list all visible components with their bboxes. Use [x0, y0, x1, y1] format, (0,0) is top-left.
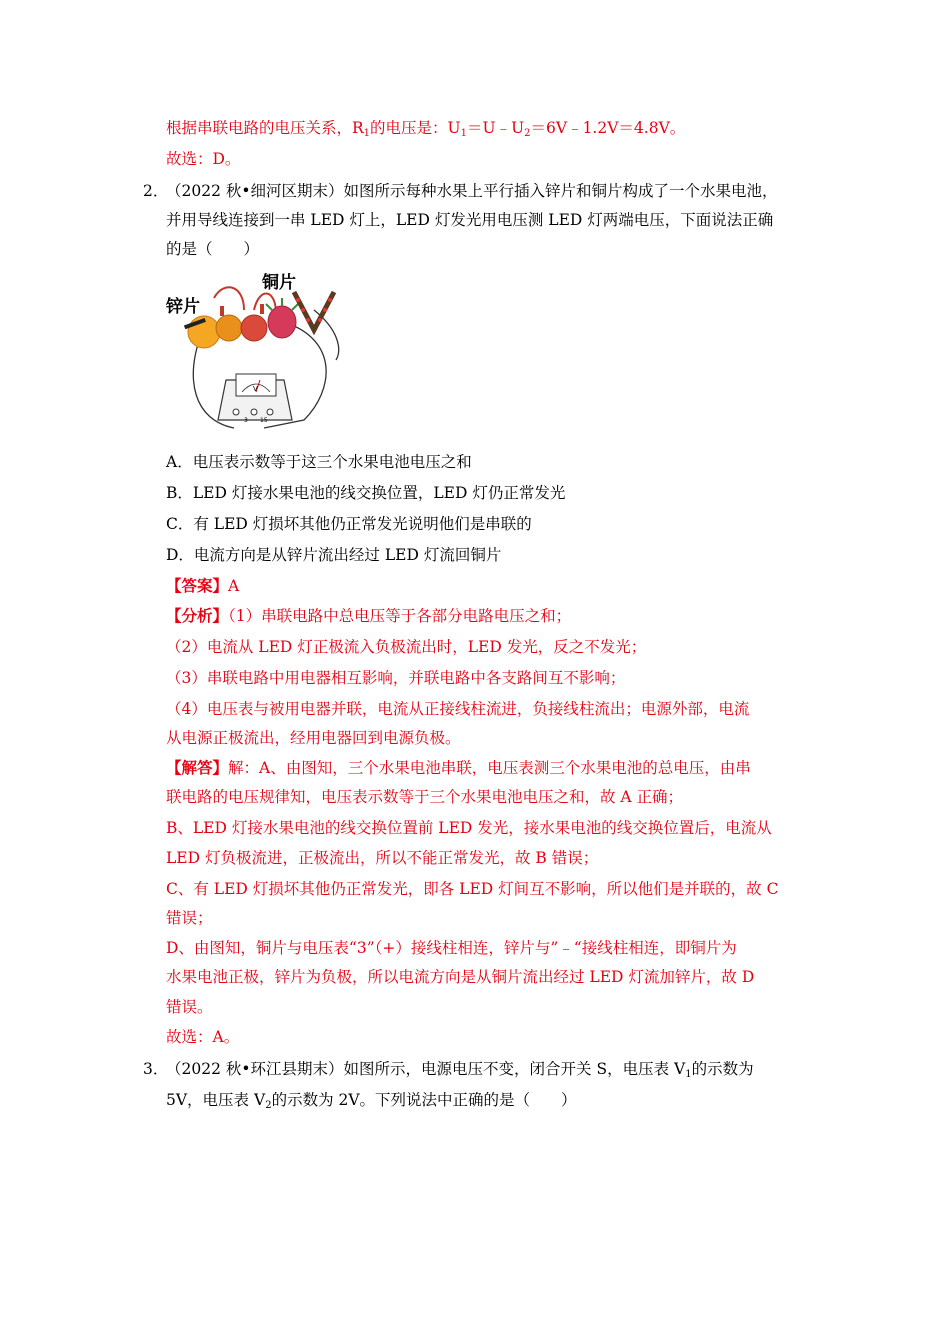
meter-terminal-15: 15: [260, 417, 268, 424]
q2-solve-9: 错误。: [166, 998, 213, 1016]
q1-text-a: 根据串联电路的电压关系，R: [166, 119, 364, 137]
answer-tag: 【答案】: [166, 576, 229, 595]
q2-choose: 故选：A。: [166, 1028, 240, 1046]
q1-text-d: ＝6V﹣1.2V＝4.8V。: [530, 119, 686, 137]
zinc-label: 锌片: [166, 297, 200, 317]
q2-option-a: A．电压表示数等于这三个水果电池电压之和: [166, 453, 472, 471]
q2-solve-3: B、LED 灯接水果电池的线交换位置前 LED 发光，接水果电池的线交换位置后，电流从: [166, 819, 772, 837]
q1-choose: 故选：D。: [166, 150, 241, 168]
q3-stem2-text-a: 5V，电压表 V: [166, 1091, 266, 1109]
voltmeter-icon: [218, 374, 292, 424]
answer-value: A: [228, 577, 240, 595]
solve-tag: 【解答】: [166, 758, 229, 777]
q2-option-d: D．电流方向是从锌片流出经过 LED 灯流回铜片: [166, 546, 502, 564]
q3-stem2-text-b: 的示数为 2V。下列说法中正确的是（ ）: [271, 1091, 577, 1109]
analysis-tag: 【分析】: [166, 606, 229, 625]
q3-number: 3．: [143, 1060, 169, 1078]
q2-number: 2．: [143, 182, 169, 200]
meter-terminal-3: 3: [244, 417, 248, 424]
q2-solve-7: D、由图知，铜片与电压表“3”（+）接线柱相连，锌片与”﹣“接线柱相连，即铜片为: [166, 939, 737, 957]
q3-stem1-text-a: （2022 秋•环江县期末）如图所示，电源电压不变，闭合开关 S，电压表 V: [166, 1060, 686, 1078]
q1-sub-3: 2: [524, 128, 531, 139]
q3-stem2-sub: 2: [265, 1100, 272, 1111]
copper-label: 铜片: [262, 273, 296, 293]
q1-voltage-line: [166, 118, 685, 138]
q2-analysis-4: （4）电压表与被用电器并联，电流从正接线柱流进，负接线柱流出；电源外部，电流: [166, 700, 750, 718]
q1-text-c: ＝U﹣U: [467, 119, 525, 137]
q2-analysis-2: （2）电流从 LED 灯正极流入负极流出时，LED 发光，反之不发光；: [166, 638, 647, 656]
svg-text:V: V: [253, 385, 258, 393]
q3-stem1-sub: 1: [685, 1069, 692, 1080]
fruit-battery-illustration: [164, 270, 344, 442]
q2-solve-8: 水果电池正极，锌片为负极，所以电流方向是从铜片流出经过 LED 灯流加锌片，故 D: [166, 968, 755, 986]
q3-stem-line2: [166, 1090, 577, 1110]
fruit-battery-figure: [164, 270, 344, 442]
q2-solve-1: [166, 758, 751, 778]
q2-solve-4: LED 灯负极流进，正极流出，所以不能正常发光，故 B 错误；: [166, 849, 599, 867]
q2-stem-line2: 并用导线连接到一串 LED 灯上，LED 灯发光用电压测 LED 灯两端电压，下面说法正确: [166, 211, 774, 229]
q1-sub-1: 1: [363, 128, 371, 139]
q1-sub-2: 1: [460, 128, 467, 139]
q2-solve-6: 错误；: [166, 909, 213, 927]
q2-option-b: B．LED 灯接水果电池的线交换位置，LED 灯仍正常发光: [166, 484, 566, 502]
q2-analysis-5: 从电源正极流出，经用电器回到电源负极。: [166, 729, 461, 747]
q3-stem1-text-b: 的示数为: [691, 1060, 754, 1078]
q1-text-b: 的电压是：U: [370, 119, 461, 137]
solve-text-1: 解：A、由图知，三个水果电池串联，电压表测三个水果电池的总电压，由串: [228, 759, 751, 777]
q2-answer: [166, 576, 239, 596]
q2-solve-2: 联电路的电压规律知，电压表示数等于三个水果电池电压之和，故 A 正确；: [166, 788, 684, 806]
q2-analysis-1: [166, 606, 571, 626]
q2-option-c: C．有 LED 灯损坏其他仍正常发光说明他们是串联的: [166, 515, 532, 533]
q2-stem-line3: 的是（ ）: [166, 240, 260, 258]
q3-stem-line1: [166, 1059, 754, 1079]
analysis-text-1: （1）串联电路中总电压等于各部分电路电压之和；: [228, 607, 572, 625]
q2-analysis-3: （3）串联电路中用电器相互影响，并联电路中各支路间互不影响；: [166, 669, 626, 687]
q2-solve-5: C、有 LED 灯损坏其他仍正常发光，即各 LED 灯间互不影响，所以他们是并联的，故 C: [166, 880, 779, 898]
q2-stem-line1: （2022 秋•细河区期末）如图所示每种水果上平行插入锌片和铜片构成了一个水果电池，: [166, 182, 778, 200]
